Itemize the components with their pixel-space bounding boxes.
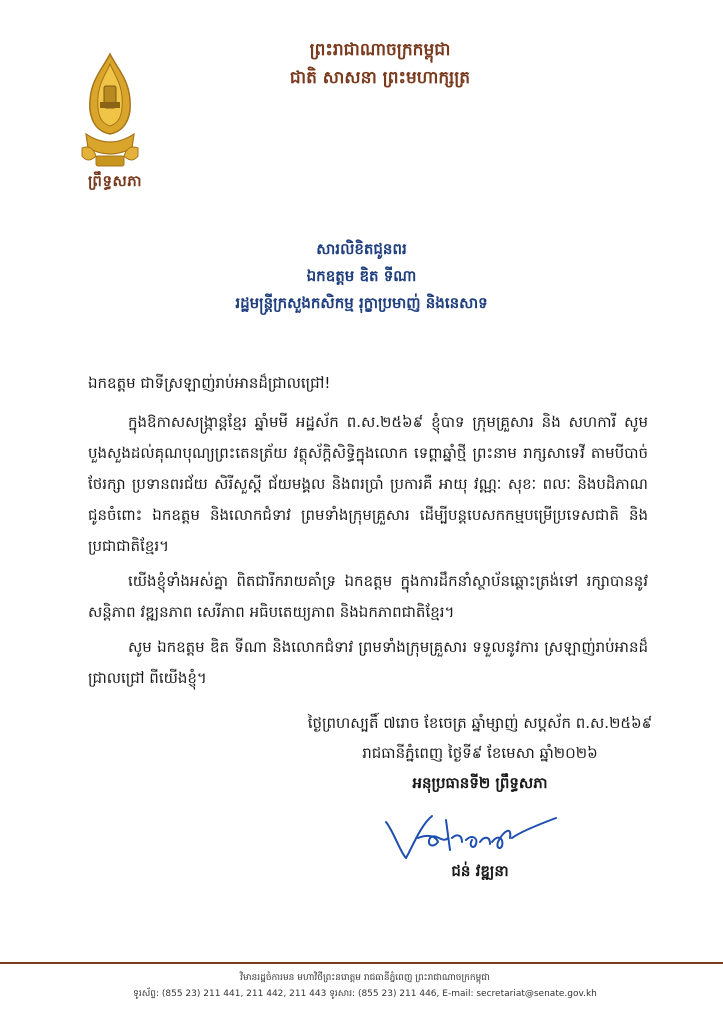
footer: [130, 970, 600, 1002]
letter-body: [88, 368, 648, 698]
title-line-1: សារលិខិតជូនពរ: [316, 240, 407, 258]
senate-emblem-icon: [78, 52, 142, 172]
footer-contact: ទូរស័ព្ទ: (855 23) 211 441, 211 442, 211 443 ទូរសារ: (855 23) 211 446, E-mail: secretariat@senate.gov.kh: [133, 989, 597, 999]
body-paragraph-1: ក្នុងឱកាសសង្ក្រាន្តខ្មែរ ឆ្នាំមមី អដ្ឋស័ក ព.ស.២៥៦៩ ខ្ញុំបាទ ក្រុមគ្រួសារ និង សហការី សូមបួងសួងដល់គុណបុណ្យព្រះតេនត្រ័យ វត្ថុស័ក្តិសិទ្ធិក្នុងលោក ទេព្តាឆ្នាំថ្មី ព្រះនាម រាក្សសាទេវី តាមបីបាច់ថែរក្សា ប្រទានពរជ័យ សិរីសួស្តី ជ័យមង្គល និងពរប្រាំ ប្រការគឺ អាយុ វណ្ណៈ សុខៈ ពលៈ និងបដិភាណ ជូនចំពោះ ឯកឧត្តម និងលោកជំទាវ ព្រមទាំងក្រុមគ្រួសារ ដើម្បីបន្តបេសកកម្មបម្រើប្រទេសជាតិ និងប្រជាជាតិខ្មែរ។: [88, 413, 648, 555]
letterhead: [230, 36, 530, 92]
kingdom-name: ព្រះរាជាណាចក្រកម្ពុជា: [309, 40, 451, 60]
footer-divider: [0, 962, 723, 964]
body-paragraph-2: យើងខ្ញុំទាំងអស់គ្នា ពិតជារីករាយគាំទ្រ ឯកឧត្តម ក្នុងការដឹកនាំស្ថាប័នឆ្ពោះត្រង់ទៅ រក្សាបាននូវសន្តិភាព វឌ្ឍនភាព សេរីភាព អធិបតេយ្យភាព និងឯកភាពជាតិខ្មែរ។: [88, 572, 648, 621]
lunar-date: ថ្ងៃព្រហស្បតិ៍ ៧រោច ខែចេត្រ ឆ្នាំម្សាញ់ សប្តស័ក ព.ស.២៥៦៩: [307, 714, 653, 732]
title-line-3: រដ្ឋមន្ត្រីក្រសួងកសិកម្ម រុក្ខាប្រមាញ់ និងនេសាទ: [235, 294, 488, 312]
salutation: ឯកឧត្តម ជាទីស្រឡាញ់រាប់អានដ៏ជ្រាលជ្រៅ!: [88, 374, 331, 392]
signer-name: ជន់ វឌ្ឍនា: [451, 862, 509, 880]
footer-address: វិមានរដ្ឋចំការមន មហាវិថីព្រះនរោត្តម រាជធានីភ្នំពេញ ព្រះរាជាណាចក្រកម្ពុជា: [240, 973, 490, 983]
place-date: រាជធានីភ្នំពេញ ថ្ងៃទី៩ ខែមេសា ឆ្នាំ២០២៦: [362, 744, 598, 762]
title-line-2: ឯកឧត្តម ឌិត ទីណា: [306, 267, 417, 285]
date-block: [300, 708, 660, 798]
national-motto: ជាតិ សាសនា ព្រះមហាក្សត្រ: [289, 68, 471, 88]
institution-label: ព្រឹទ្ធសភា: [87, 172, 143, 190]
body-paragraph-3: សូម ឯកឧត្តម ឌិត ទីណា និងលោកជំទាវ ព្រមទាំងក្រុមគ្រួសារ ទទួលនូវការ ស្រឡាញ់រាប់អានដ៏ជ្រាលជ្រៅ ពីយើងខ្ញុំ។: [88, 638, 648, 687]
letter-title: [120, 236, 603, 317]
signer-role: អនុប្រធានទី២ ព្រឹទ្ធសភា: [412, 774, 548, 792]
handwritten-signature-icon: [380, 808, 560, 868]
